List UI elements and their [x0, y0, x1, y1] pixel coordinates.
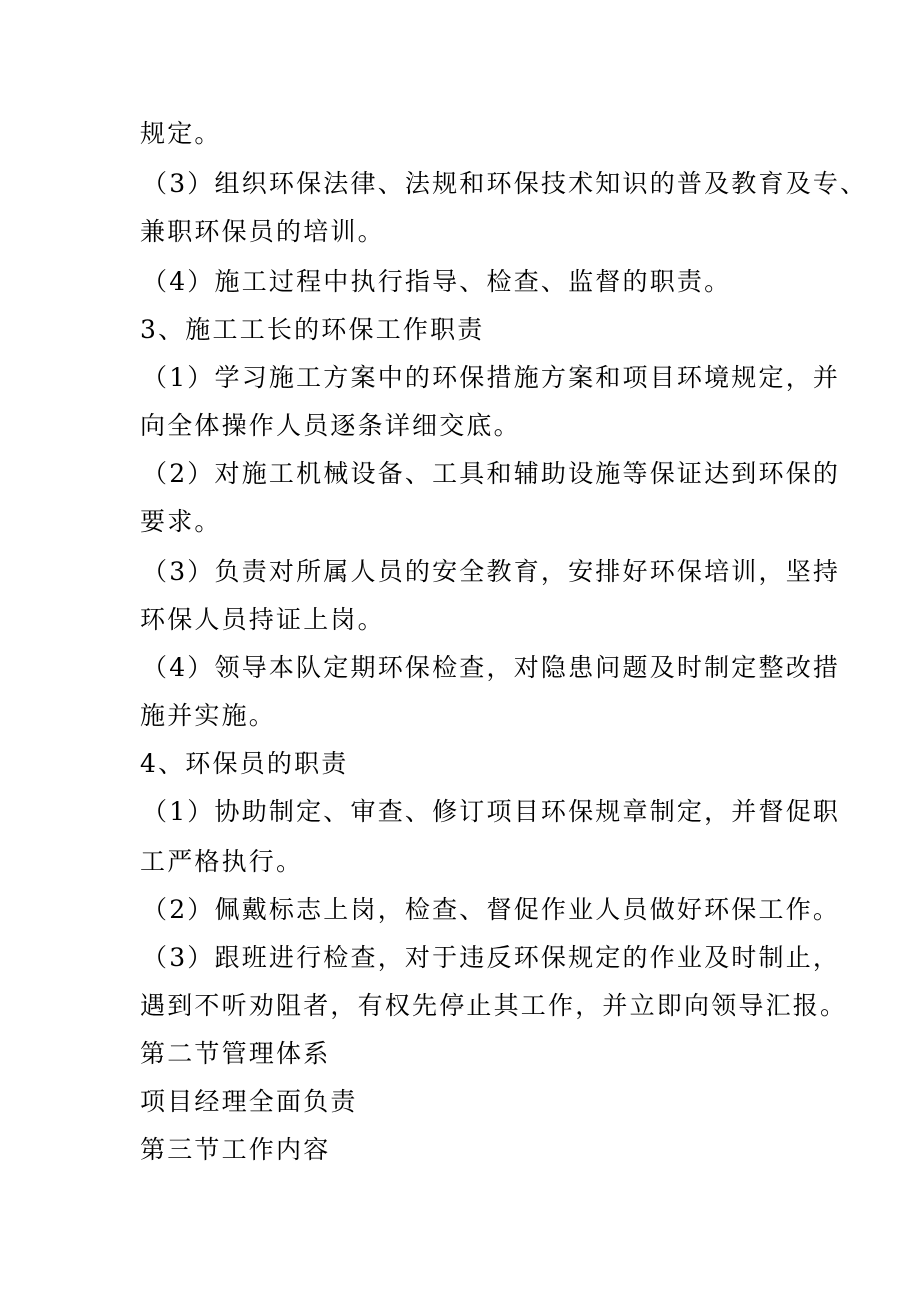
text-line: 要求。 — [140, 507, 222, 536]
text-line: 施并实施。 — [140, 701, 277, 730]
text-line: 兼职环保员的培训。 — [140, 217, 385, 246]
section-heading: 第三节工作内容 — [140, 1135, 331, 1164]
text-line: （1）学习施工方案中的环保措施方案和项目环境规定，并 — [142, 363, 841, 392]
text-line: 项目经理全面负责 — [140, 1087, 358, 1116]
section-heading: 4、环保员的职责 — [140, 749, 349, 778]
text-line: 工严格执行。 — [140, 847, 304, 876]
text-line: （3）组织环保法律、法规和环保技术知识的普及教育及专、 — [142, 169, 868, 198]
text-line: （4）施工过程中执行指导、检查、监督的职责。 — [142, 267, 732, 296]
section-heading: 第二节管理体系 — [140, 1039, 331, 1068]
section-heading: 3、施工工长的环保工作职责 — [140, 315, 485, 344]
text-line: 遇到不听劝阻者，有权先停止其工作，并立即向领导汇报。 — [140, 991, 848, 1020]
text-line: （3）负责对所属人员的安全教育，安排好环保培训，坚持 — [142, 557, 841, 586]
text-line: （3）跟班进行检查，对于违反环保规定的作业及时制止， — [142, 943, 841, 972]
text-line: 规定。 — [140, 119, 222, 148]
text-line: （4）领导本队定期环保检查，对隐患问题及时制定整改措 — [142, 653, 841, 682]
text-line: 环保人员持证上岗。 — [140, 605, 385, 634]
text-line: （2）对施工机械设备、工具和辅助设施等保证达到环保的 — [142, 459, 841, 488]
text-line: （2）佩戴标志上岗，检查、督促作业人员做好环保工作。 — [142, 895, 841, 924]
text-line: 向全体操作人员逐条详细交底。 — [140, 411, 521, 440]
text-line: （1）协助制定、审查、修订项目环保规章制定，并督促职 — [142, 797, 841, 826]
